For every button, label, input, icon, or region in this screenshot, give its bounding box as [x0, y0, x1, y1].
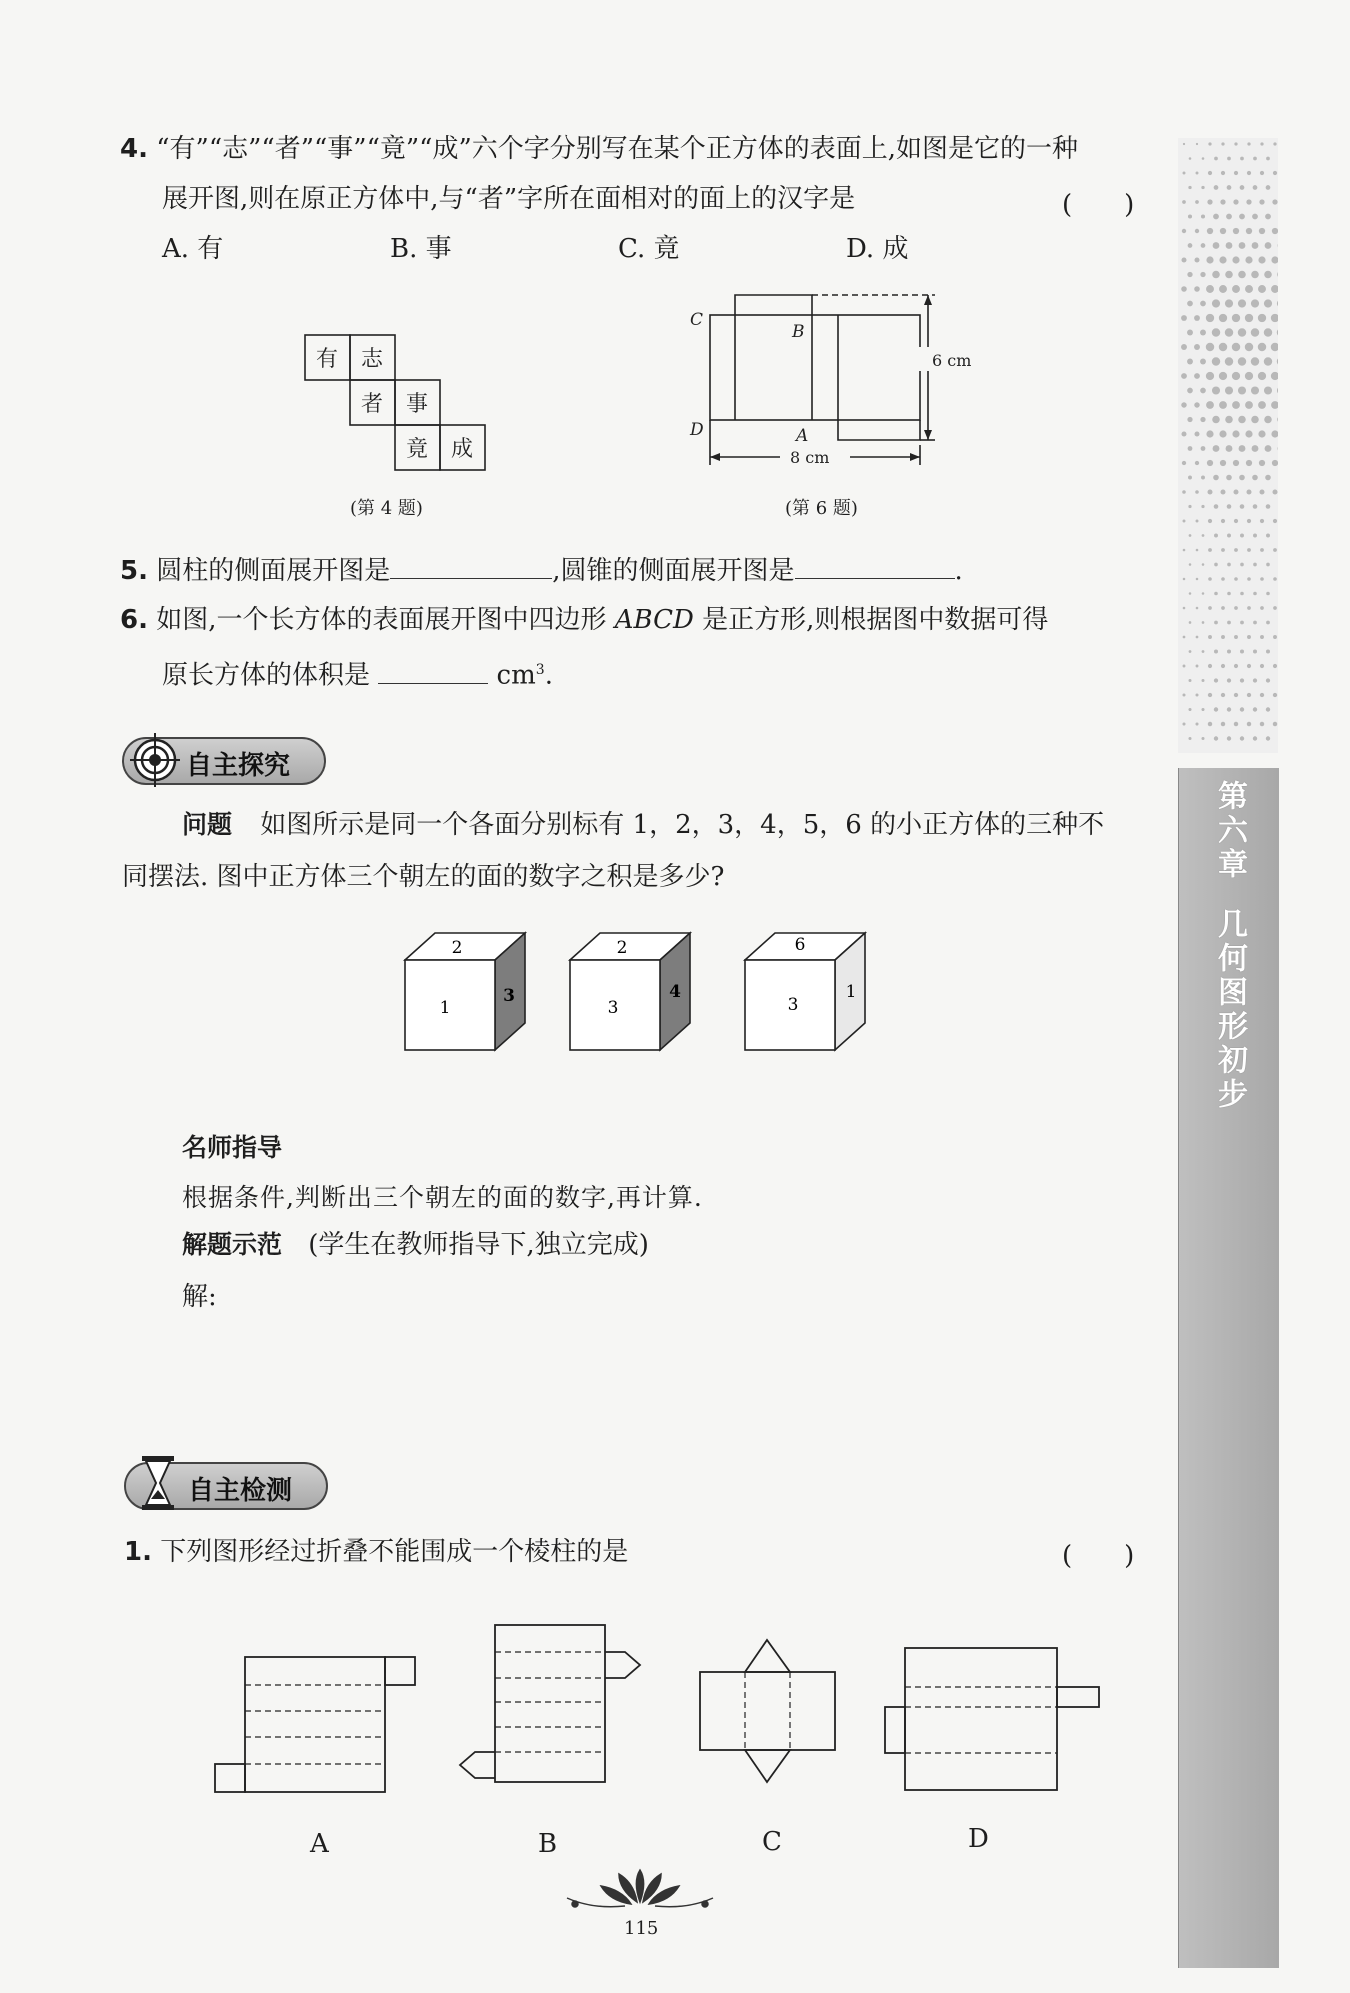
q4-text-line2: 展开图,则在原正方体中,与“者”字所在面相对的面上的汉字是	[162, 184, 856, 214]
q6-number: 6.	[120, 605, 148, 635]
q6-abcd: ABCD	[614, 605, 694, 635]
chapter-number: 第六章	[1212, 780, 1247, 882]
problem-label: 问题	[182, 810, 233, 839]
t1-option-b-label[interactable]: B	[538, 1829, 558, 1859]
cube-2-side: 4	[669, 982, 681, 1002]
fig6-label-c: C	[690, 310, 704, 330]
cube-1-front: 1	[439, 998, 451, 1018]
halftone-pattern	[1178, 138, 1278, 753]
q4-option-a[interactable]: A. 有	[162, 234, 224, 264]
q5-part2: ,圆锥的侧面展开图是	[552, 556, 795, 586]
footer-ornament-icon	[555, 1868, 725, 1918]
cube-3-side: 1	[845, 982, 857, 1002]
fig6-height-label: 6 cm	[932, 351, 972, 370]
demo-title: 解题示范	[182, 1230, 283, 1259]
cube-3	[745, 933, 865, 1050]
fig4-cell-5: 竟	[405, 437, 429, 462]
fig6-width-label: 8 cm	[790, 448, 830, 467]
q4-number: 4.	[120, 134, 148, 164]
t1-option-a-label[interactable]: A	[310, 1829, 329, 1859]
fig4-cell-6: 成	[450, 437, 474, 462]
fig6-caption: (第 6 题)	[785, 498, 858, 519]
t1-text: 下列图形经过折叠不能围成一个棱柱的是	[160, 1537, 629, 1567]
q6-text-line2: 原长方体的体积是	[162, 660, 371, 691]
guide-title: 名师指导	[182, 1133, 283, 1162]
page-number: 115	[624, 1918, 659, 1939]
fig4-cell-4: 事	[405, 392, 429, 417]
problem-text-line2: 同摆法. 图中正方体三个朝左的面的数字之积是多少?	[122, 862, 725, 892]
cube-2	[570, 933, 690, 1050]
fig4-cell-2: 志	[360, 347, 384, 372]
q4-option-b[interactable]: B. 事	[390, 234, 452, 264]
q4-answer-paren[interactable]: ( )	[1062, 190, 1135, 220]
section-test-tag	[124, 1462, 328, 1510]
chapter-band	[1178, 768, 1279, 1968]
q5-line	[120, 552, 963, 588]
answer-label[interactable]: 解:	[182, 1282, 217, 1312]
fig4-cell-1: 有	[315, 347, 339, 372]
q6-blank[interactable]	[378, 657, 488, 684]
q4-text-line1: “有”“志”“者”“事”“竟”“成”六个字分别写在某个正方体的表面上,如图是它的一种	[156, 134, 1079, 164]
q4-option-c[interactable]: C. 竟	[618, 234, 680, 264]
problem-line1	[182, 808, 1104, 842]
fig4-cube-net	[300, 330, 500, 478]
q5-part1: 圆柱的侧面展开图是	[156, 556, 391, 586]
cube-3-top: 6	[794, 935, 806, 955]
chapter-sidebar	[1178, 138, 1278, 1838]
t1-answer-paren[interactable]: ( )	[1062, 1541, 1135, 1571]
cubes-figure	[395, 925, 895, 1060]
t1-options-figure	[205, 1610, 1125, 1820]
q6-unit-sup: 3	[535, 662, 545, 678]
t1-option-d-label[interactable]: D	[968, 1824, 989, 1854]
q6-end: .	[544, 660, 553, 691]
q5-end: .	[954, 556, 963, 586]
t1-option-c-label[interactable]: C	[762, 1827, 782, 1857]
problem-text-line1: 如图所示是同一个各面分别标有 1，2，3，4，5，6 的小正方体的三种不	[260, 810, 1105, 840]
demo-note: (学生在教师指导下,独立完成)	[308, 1230, 649, 1260]
t1-figure-a	[215, 1657, 415, 1792]
t1-number: 1.	[124, 1537, 152, 1567]
fig6-label-d: D	[690, 420, 704, 440]
t1-figure-b	[460, 1625, 640, 1782]
q6-unit: cm	[496, 660, 536, 691]
demo-line	[182, 1228, 649, 1262]
t1-figure-d	[885, 1648, 1099, 1790]
target-icon	[130, 733, 180, 787]
t1-figure-c	[700, 1640, 835, 1782]
section-explore-tag	[122, 737, 326, 785]
q5-blank-1[interactable]	[390, 552, 552, 579]
t1-line	[124, 1535, 628, 1569]
q4-option-d[interactable]: D. 成	[846, 234, 909, 264]
q6-line1	[120, 603, 1048, 637]
cube-1-top: 2	[451, 938, 463, 958]
cube-1	[405, 933, 525, 1050]
cube-2-top: 2	[616, 938, 628, 958]
q6-text-part1: 如图,一个长方体的表面展开图中四边形	[156, 605, 607, 635]
hourglass-icon	[140, 1454, 176, 1512]
cube-1-side: 3	[503, 986, 515, 1006]
cube-2-front: 3	[607, 998, 619, 1018]
section-explore-title: 自主探究	[186, 751, 291, 781]
q5-blank-2[interactable]	[795, 552, 955, 579]
fig4-cell-3: 者	[360, 392, 384, 417]
fig6-cuboid-net	[680, 285, 1000, 485]
chapter-title: 几何图形初步	[1212, 908, 1247, 1112]
section-test-title: 自主检测	[188, 1476, 293, 1506]
guide-text: 根据条件,判断出三个朝左的面的数字,再计算.	[182, 1183, 703, 1212]
fig6-label-b: B	[792, 322, 805, 342]
q6-text-part2: 是正方形,则根据图中数据可得	[702, 605, 1049, 635]
cube-3-front: 3	[787, 995, 799, 1015]
fig4-caption: (第 4 题)	[350, 498, 423, 519]
fig6-label-a: A	[796, 426, 809, 446]
q4-line1	[120, 132, 1078, 166]
q5-number: 5.	[120, 556, 148, 586]
q6-line2	[162, 653, 553, 693]
